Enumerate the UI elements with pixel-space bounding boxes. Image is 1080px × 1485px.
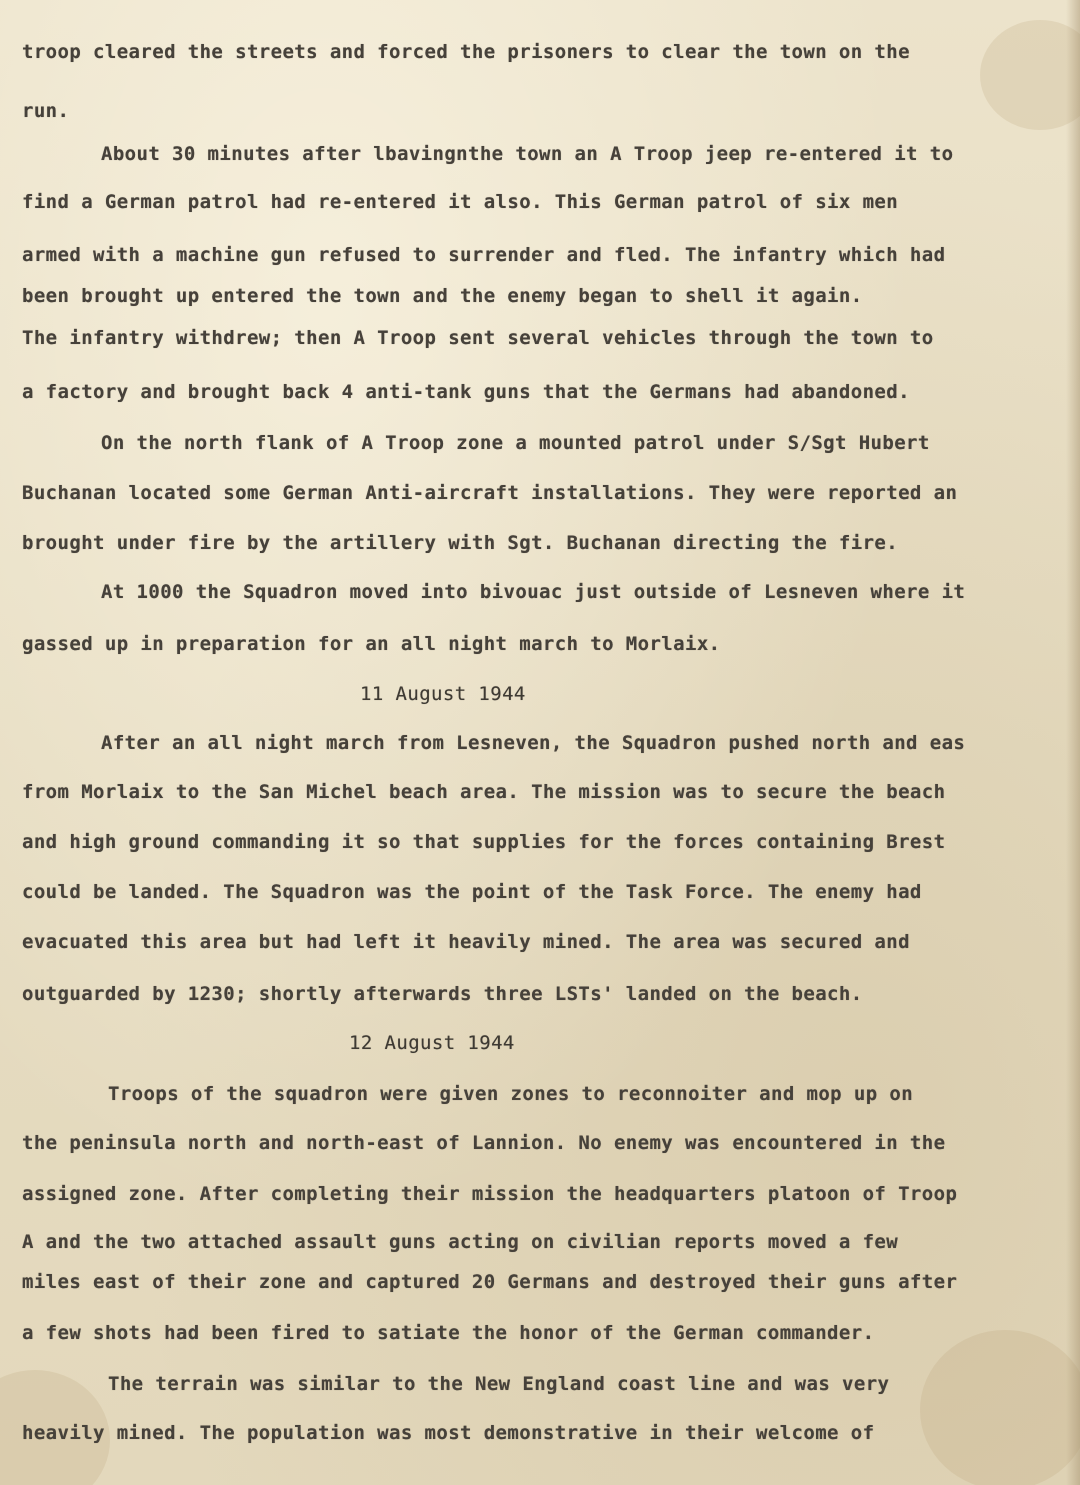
text-line: After an all night march from Lesneven, the Squadron pushed north and eas xyxy=(101,732,966,754)
text-line: brought under fire by the artillery with Sgt. Buchanan directing the fire. xyxy=(22,532,899,554)
paper-stain xyxy=(920,1330,1080,1485)
text-line: been brought up entered the town and the enemy began to shell it again. xyxy=(22,285,863,307)
text-line: On the north flank of A Troop zone a mounted patrol under S/Sgt Hubert xyxy=(101,432,930,454)
text-line: Troops of the squadron were given zones to reconnoiter and mop up on xyxy=(108,1083,914,1105)
text-line: could be landed. The Squadron was the point of the Task Force. The enemy had xyxy=(22,881,922,903)
text-line: and high ground commanding it so that supplies for the forces containing Brest xyxy=(22,831,946,853)
text-line: a few shots had been fired to satiate the honor of the German commander. xyxy=(22,1322,875,1344)
text-line: About 30 minutes after lbavingnthe town an A Troop jeep re-entered it to xyxy=(101,143,954,165)
text-line: from Morlaix to the San Michel beach area. The mission was to secure the beach xyxy=(22,781,946,803)
date-heading: 11 August 1944 xyxy=(360,683,526,705)
text-line: a factory and brought back 4 anti-tank guns that the Germans had abandoned. xyxy=(22,381,910,403)
text-line: evacuated this area but had left it heavily mined. The area was secured and xyxy=(22,931,910,953)
text-line: At 1000 the Squadron moved into bivouac just outside of Lesneven where it xyxy=(101,581,966,603)
text-line: find a German patrol had re-entered it also. This German patrol of six men xyxy=(22,191,899,213)
text-line: outguarded by 1230; shortly afterwards three LSTs' landed on the beach. xyxy=(22,983,863,1005)
text-line: troop cleared the streets and forced the prisoners to clear the town on the xyxy=(22,41,910,63)
text-line: miles east of their zone and captured 20 Germans and destroyed their guns after xyxy=(22,1271,958,1293)
text-line: The infantry withdrew; then A Troop sent several vehicles through the town to xyxy=(22,327,934,349)
text-line: gassed up in preparation for an all night march to Morlaix. xyxy=(22,633,721,655)
text-line: Buchanan located some German Anti-aircraft installations. They were reported an xyxy=(22,482,958,504)
paper-edge-shadow xyxy=(1066,0,1080,1485)
text-line: heavily mined. The population was most demonstrative in their welcome of xyxy=(22,1422,875,1444)
date-heading: 12 August 1944 xyxy=(349,1032,515,1054)
text-line: the peninsula north and north-east of Lannion. No enemy was encountered in the xyxy=(22,1132,946,1154)
text-line: run. xyxy=(22,100,70,122)
text-line: assigned zone. After completing their mission the headquarters platoon of Troop xyxy=(22,1183,958,1205)
text-line: A and the two attached assault guns acting on civilian reports moved a few xyxy=(22,1231,899,1253)
text-line: The terrain was similar to the New England coast line and was very xyxy=(108,1373,890,1395)
paper-stain xyxy=(980,20,1080,130)
text-line: armed with a machine gun refused to surrender and fled. The infantry which had xyxy=(22,244,946,266)
